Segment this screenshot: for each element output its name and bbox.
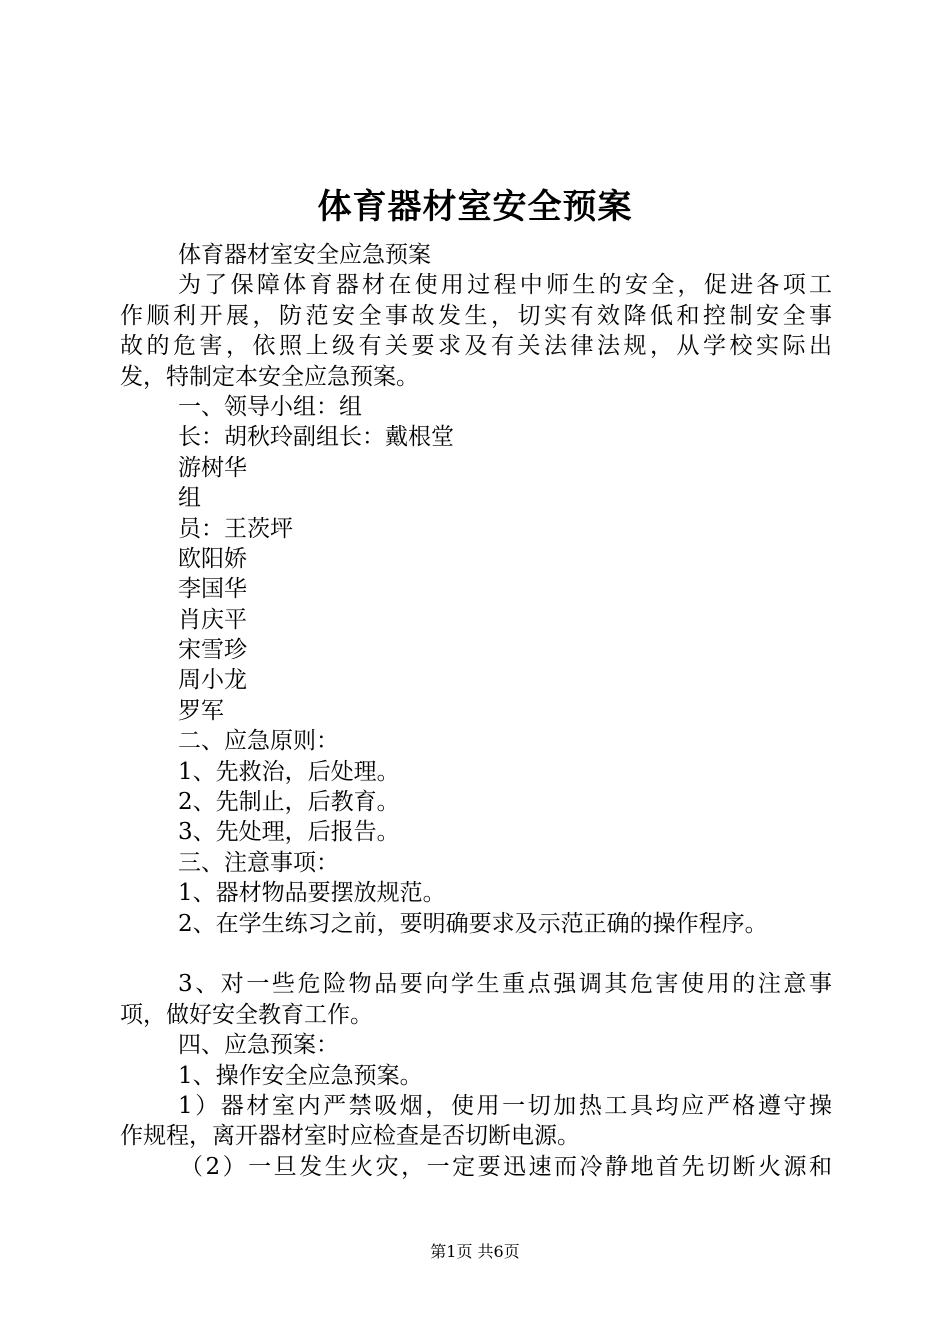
text-line: 为了保障体育器材在使用过程中师生的安全，促进各项工 (178, 272, 832, 299)
member-name: 肖庆平 (178, 606, 247, 633)
text-line: 作顺利开展，防范安全事故发生，切实有效降低和控制安全事 (120, 302, 832, 329)
member-name: 罗军 (178, 697, 224, 724)
section-heading: 二、应急原则： (178, 728, 339, 755)
list-item: 1、器材物品要摆放规范。 (178, 880, 446, 907)
doc-subtitle: 体育器材室安全应急预案 (178, 242, 431, 268)
text-line: 长：胡秋玲副组长：戴根堂 (178, 424, 454, 451)
text-line: 员：王茨坪 (178, 515, 293, 542)
list-item: 2、在学生练习之前，要明确要求及示范正确的操作程序。 (178, 910, 768, 937)
text-line: 游树华 (178, 454, 247, 481)
member-name: 宋雪珍 (178, 637, 247, 664)
list-item: 3、先处理，后报告。 (178, 819, 400, 846)
text-line: 故的危害，依照上级有关要求及有关法律法规，从学校实际出 (120, 333, 832, 360)
text-line: 作规程，离开器材室时应检查是否切断电源。 (120, 1123, 580, 1150)
list-item: （2）一旦发生火灾，一定要迅速而冷静地首先切断火源和 (180, 1153, 832, 1180)
text-line: 项，做好安全教育工作。 (120, 1001, 373, 1028)
list-item: 1、先救治，后处理。 (178, 758, 400, 785)
member-name: 周小龙 (178, 667, 247, 694)
page-footer: 第1页 共6页 (430, 1242, 520, 1261)
member-name: 欧阳娇 (178, 545, 247, 572)
section-heading: 一、领导小组：组 (178, 393, 362, 420)
list-item: 3、对一些危险物品要向学生重点强调其危害使用的注意事 (178, 971, 832, 998)
list-item: 2、先制止，后教育。 (178, 789, 400, 816)
blank-line (120, 939, 832, 969)
section-heading: 四、应急预案： (178, 1032, 339, 1059)
text-line: 组 (178, 485, 201, 512)
page-title: 体育器材室安全预案 (317, 187, 633, 227)
text-line: 发，特制定本安全应急预案。 (120, 363, 419, 390)
list-item: 1）器材室内严禁吸烟，使用一切加热工具均应严格遵守操 (178, 1092, 832, 1119)
member-name: 李国华 (178, 576, 247, 603)
list-item: 1、操作安全应急预案。 (178, 1062, 423, 1089)
document-body (120, 240, 832, 1182)
section-heading: 三、注意事项： (178, 849, 339, 876)
